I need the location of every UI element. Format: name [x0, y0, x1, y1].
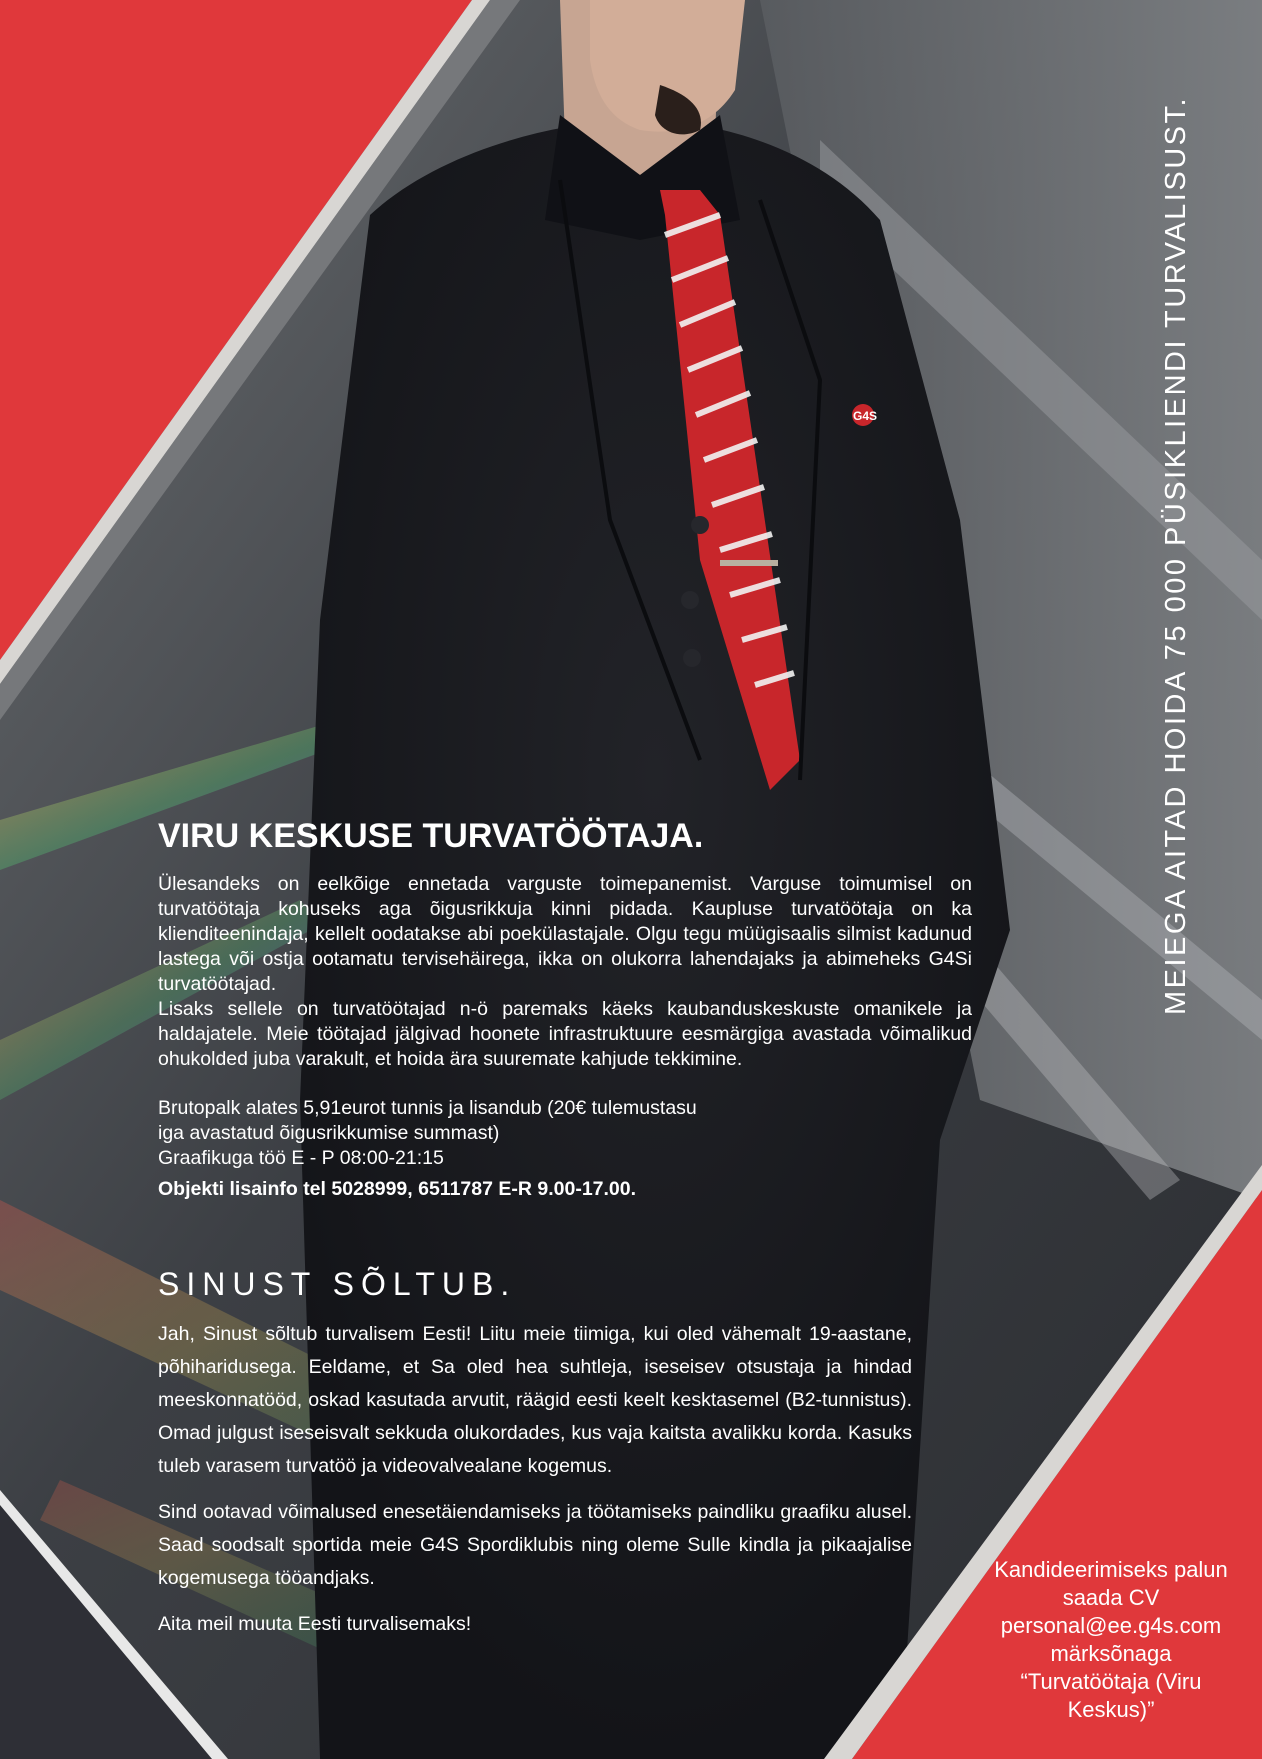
salary-info: [158, 1096, 972, 1171]
apply-email[interactable]: personal@ee.g4s.com: [1000, 1613, 1222, 1638]
apply-line: Kandideerimiseks palun: [994, 1557, 1228, 1582]
salary-line: Brutopalk alates 5,91eurot tunnis ja lisandub (20€ tulemustasu: [158, 1097, 697, 1119]
job-description: [158, 872, 972, 1072]
apply-line: Keskus)”: [1067, 1697, 1155, 1722]
requirements-text: [158, 1318, 912, 1654]
job-description-paragraph: Ülesandeks on eelkõige ennetada varguste toimepanemist. Varguse toimumisel on turvatöötaja kohuseks aga õigusrikkuja kinni pidada. Kaupluse turvatöötaja on ka klienditeenindaja, kellelt oodatakse abi poekülastajale. Olgu tegu müügisaalis silmist kadunud lastega või ostja ootamatu tervisehäirega, ikka on olukorra lahendajaks ja abimeheks G4Si turvatöötajad.: [158, 873, 972, 995]
contact-info: Objekti lisainfo tel 5028999, 6511787 E-R 9.00-17.00.: [158, 1178, 637, 1200]
job-description-paragraph: Lisaks sellele on turvatöötajad n-ö paremaks käeks kaubanduskeskuste omanikele ja haldajatele. Meie töötajad jälgivad hoonete infrastruktuure eesmärgiga avastada võimalikud ohukolded juba varakult, et hoida ära suuremate kahjude tekkimine.: [158, 998, 972, 1070]
apply-line: “Turvatöötaja (Viru: [1020, 1669, 1202, 1694]
apply-line: saada CV: [1062, 1585, 1160, 1610]
apply-line: märksõnaga: [1050, 1641, 1172, 1666]
requirements-paragraph: Jah, Sinust sõltub turvalisem Eesti! Liitu meie tiimiga, kui oled vähemalt 19-aastane, põhiharidusega. Eeldame, et Sa oled hea suhtleja, iseseisev otsustaja ja hindad meeskonnatööd, oskad kasutada arvutit, räägid eesti keelt kesktasemel (B2-tunnistus). Omad julgust iseseisvalt sekkuda olukordades, kus vaja kaitsta avalikku korda. Kasuks tuleb varasem turvatöö ja videovalvealane kogemus.: [158, 1323, 912, 1477]
g4s-badge: G4S: [853, 409, 878, 423]
vertical-slogan: MEIEGA AITAD HOIDA 75 000 PÜSIKLIENDI TURVALISUST.: [1160, 95, 1192, 1015]
closing-line: Aita meil muuta Eesti turvalisemaks!: [158, 1613, 472, 1635]
salary-line: iga avastatud õigusrikkumise summast): [158, 1122, 500, 1144]
section-heading: SINUST SÕLTUB.: [158, 1266, 517, 1302]
application-info: [978, 1556, 1244, 1724]
job-title: VIRU KESKUSE TURVATÖÖTAJA.: [158, 817, 704, 855]
schedule-line: Graafikuga töö E - P 08:00-21:15: [158, 1147, 444, 1169]
benefits-paragraph: Sind ootavad võimalused enesetäiendamiseks ja töötamiseks paindliku graafiku alusel. Saad soodsalt sportida meie G4S Spordiklubis ning oleme Sulle kindla ja pikaajalise kogemusega tööandjaks.: [158, 1501, 912, 1589]
